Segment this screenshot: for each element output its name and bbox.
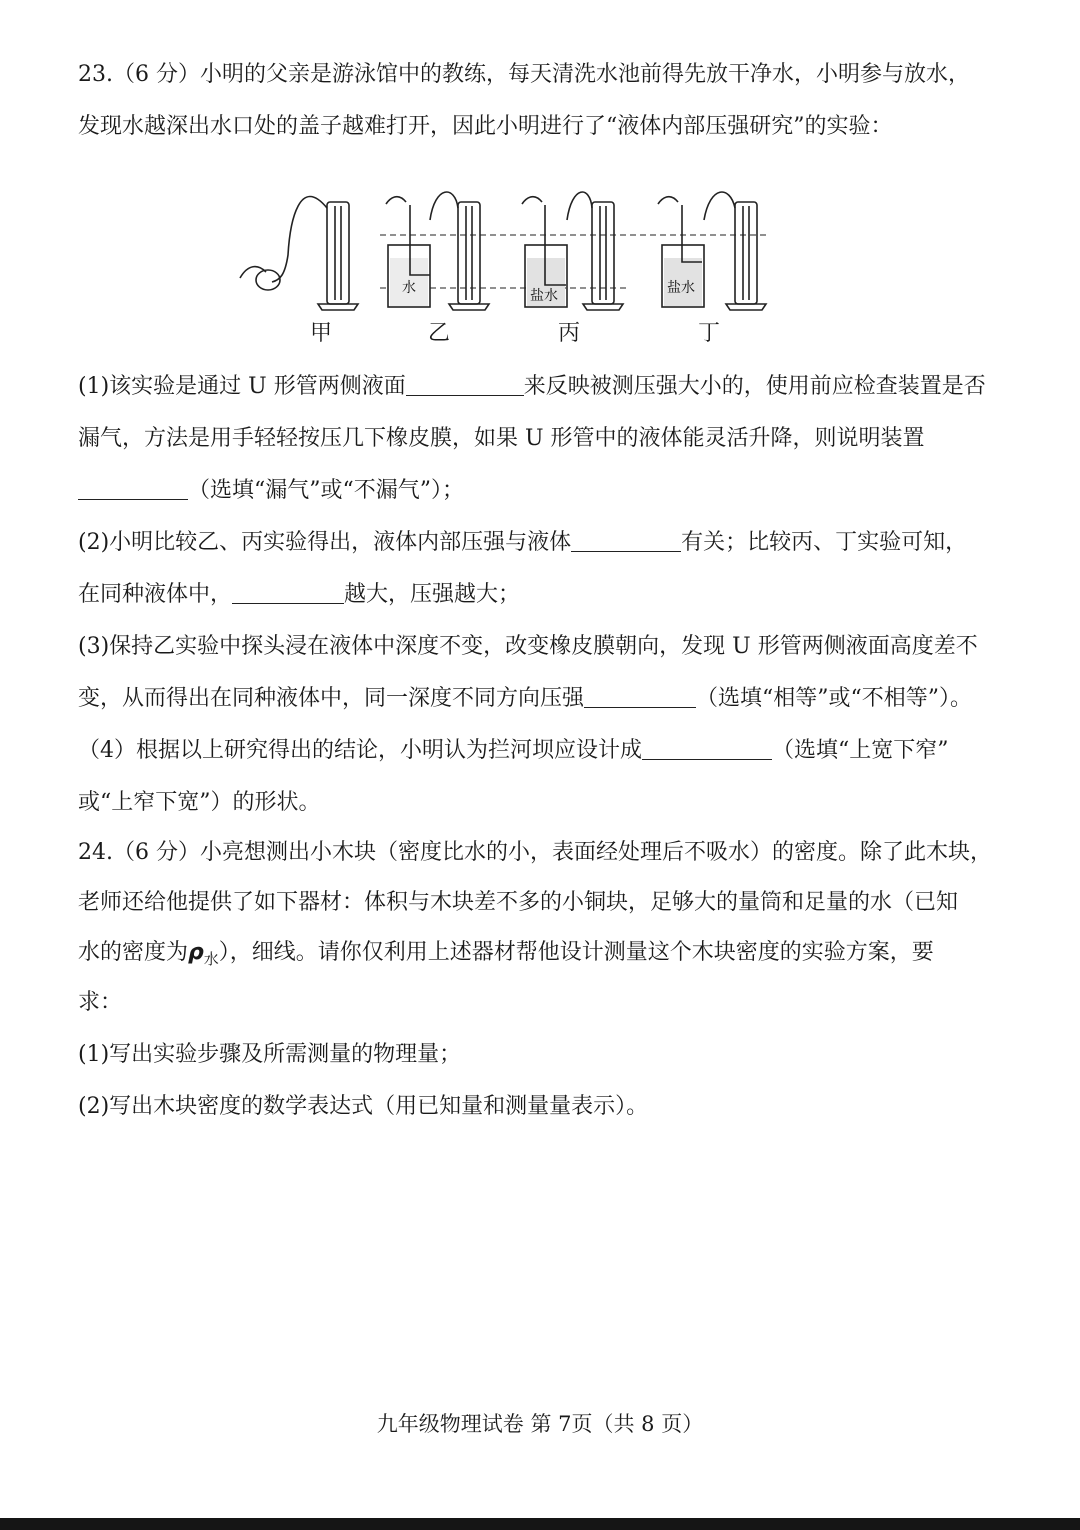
bottom-bar	[0, 1518, 1080, 1530]
q23-part1-text-b: 来反映被测压强大小的，使用前应检查装置是否	[523, 374, 986, 399]
q24-requirement-2: (2)写出木块密度的数学表达式（用已知量和测量量表示）。	[78, 1094, 649, 1119]
rho-subscript: 水	[203, 950, 219, 968]
q24-line4: 求：	[78, 990, 123, 1015]
answer-blank-5[interactable]	[584, 685, 696, 708]
q23-part1-line3	[78, 476, 464, 506]
q23-part2-text-c: 在同种液体中，	[78, 582, 233, 607]
q24-line3	[78, 938, 934, 974]
q23-part1-text-d: （选填“漏气”或“不漏气”）；	[188, 478, 464, 503]
q23-part1-text-a: (1)该实验是通过 U 形管两侧液面	[78, 374, 406, 399]
q23-part3-text-c: （选填“相等”或“不相等”）。	[696, 686, 973, 711]
beaker-label-saltwater-2: 盐水	[667, 280, 695, 296]
beaker-label-water: 水	[402, 280, 416, 296]
q23-part4-line1	[78, 736, 949, 766]
q23-part3-text-b: 变，从而得出在同种液体中，同一深度不同方向压强	[78, 686, 585, 711]
rho-symbol: ρ	[188, 940, 204, 965]
q23-part2-line1	[78, 528, 967, 558]
answer-blank-1[interactable]	[406, 373, 524, 396]
beaker-label-saltwater-1: 盐水	[530, 288, 558, 304]
figure-label-jia: 甲	[310, 321, 333, 346]
q23-part4-line2: 或“上窄下宽”）的形状。	[78, 790, 321, 815]
answer-blank-4[interactable]	[232, 581, 344, 604]
figure-label-ding: 丁	[698, 321, 721, 346]
answer-blank-2[interactable]	[78, 477, 188, 500]
q24-line3-text-b: ），细线。请你仅利用上述器材帮他设计测量这个木块密度的实验方案，要	[218, 940, 934, 965]
q23-part1-line1	[78, 372, 986, 402]
q24-line2: 老师还给他提供了如下器材：体积与木块差不多的小铜块，足够大的量筒和足量的水（已知	[78, 890, 959, 915]
q24-line1: 24.（6 分）小亮想测出小木块（密度比水的小，表面经处理后不吸水）的密度。除了此木块，	[78, 840, 992, 865]
q23-part2-line2	[78, 580, 520, 610]
q23-part4-text-a: （4）根据以上研究得出的结论，小明认为拦河坝应设计成	[78, 738, 642, 763]
pressure-experiment-figure	[230, 180, 780, 320]
q23-intro-line2: 发现水越深出水口处的盖子越难打开，因此小明进行了“液体内部压强研究”的实验：	[78, 114, 893, 139]
q24-requirement-1: (1)写出实验步骤及所需测量的物理量；	[78, 1042, 462, 1067]
q23-part2-text-a: (2)小明比较乙、丙实验得出，液体内部压强与液体	[78, 530, 572, 555]
q23-part3-line2	[78, 684, 972, 714]
q23-part3-line1: (3)保持乙实验中探头浸在液体中深度不变，改变橡皮膜朝向，发现 U 形管两侧液面高度差不	[78, 634, 978, 659]
answer-blank-6[interactable]	[642, 737, 772, 760]
figure-label-bing: 丙	[558, 321, 581, 346]
answer-blank-3[interactable]	[571, 529, 681, 552]
page-footer: 九年级物理试卷 第 7页（共 8 页）	[376, 1412, 704, 1436]
q23-part2-text-b: 有关；比较丙、丁实验可知，	[681, 530, 968, 555]
figure-label-yi: 乙	[428, 321, 451, 346]
q23-intro-line1: 23.（6 分）小明的父亲是游泳馆中的教练，每天清洗水池前得先放干净水，小明参与放水，	[78, 62, 970, 87]
q23-part2-text-d: 越大，压强越大；	[344, 582, 521, 607]
q23-part4-text-b: （选填“上宽下窄”	[772, 738, 949, 763]
q23-part1-line2: 漏气，方法是用手轻轻按压几下橡皮膜，如果 U 形管中的液体能灵活升降，则说明装置	[78, 426, 925, 451]
q24-line3-text-a: 水的密度为	[78, 940, 189, 965]
